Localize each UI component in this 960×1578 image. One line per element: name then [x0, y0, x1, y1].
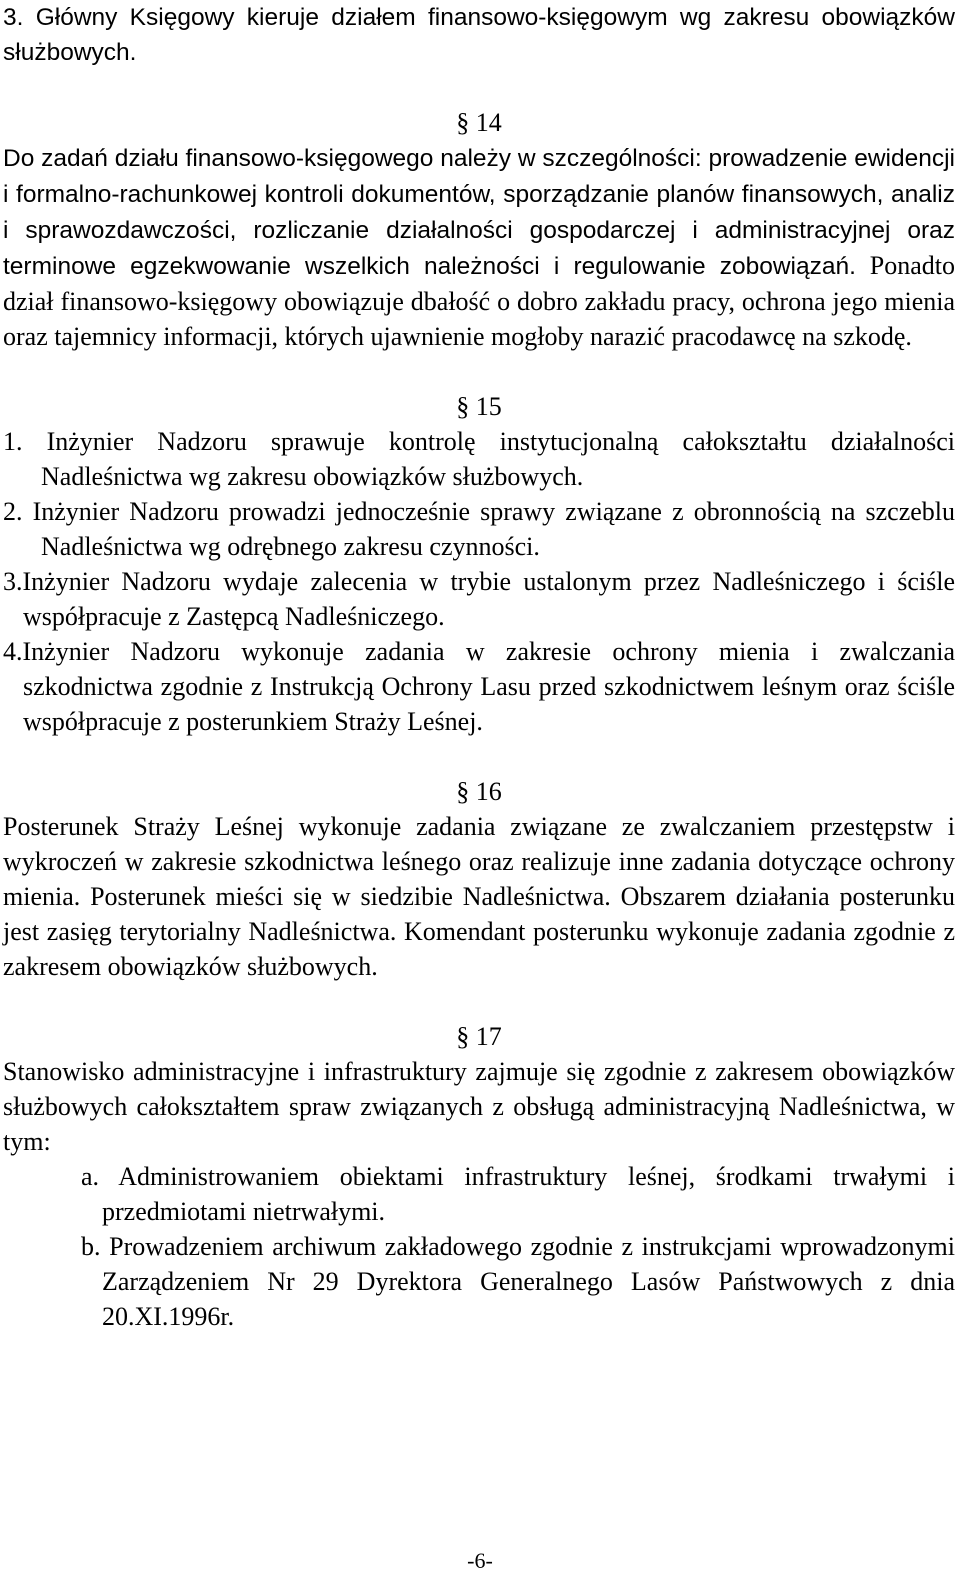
section-14-body: [3, 140, 955, 354]
section-17-item-b: b. Prowadzeniem archiwum zakładowego zgodnie z instrukcjami wprowadzonymi Zarządzeniem Nr 29 Dyrektora Generalnego Lasów Państwowych z dnia 20.XI.1996r.: [81, 1232, 955, 1331]
section-17-item-a: a. Administrowaniem obiektami infrastruktury leśnej, środkami trwałymi i przedmiotami nietrwałymi.: [81, 1162, 955, 1226]
section-15-item-2: 2. Inżynier Nadzoru prowadzi jednocześnie sprawy związane z obronnością na szczeblu Nadleśnictwa wg odrębnego zakresu czynności.: [3, 497, 955, 561]
section-15-heading: § 15: [456, 392, 502, 421]
section-17-body: Stanowisko administracyjne i infrastruktury zajmuje się zgodnie z zakresem obowiązków służbowych całokształtem spraw związanych z obsługą administracyjną Nadleśnictwa, w tym:: [3, 1057, 955, 1156]
section-15-item-4: 4.Inżynier Nadzoru wykonuje zadania w zakresie ochrony mienia i zwalczania szkodnictwa zgodnie z Instrukcją Ochrony Lasu przed szkodnictwem leśnym oraz ściśle współpracuje z posterunkiem Straży Leśnej.: [3, 637, 955, 736]
document-page: [3, 0, 955, 1334]
section-14-text-a: Do zadań działu finansowo-księgowego należy w szczególności: prowadzenie ewidencji i formalno-rachunkowej kontroli dokumentów, sporządzanie planów finansowych, analiz i sprawozdawczości, rozliczanie działalności gospodarczej i administracyjnej oraz terminowe egzekwowanie wszelkich należności i regulowanie zobowiązań.: [3, 145, 955, 280]
section-14-text-b: Ponadto dział finansowo-księgowy obowiązuje dbałość o dobro zakładu pracy, ochrona jego mienia oraz tajemnicy informacji, których ujawnienie mogłoby narazić pracodawcę na szkodę.: [3, 251, 955, 351]
page-number: -6-: [467, 1548, 493, 1573]
section-16-body: Posterunek Straży Leśnej wykonuje zadania związane ze zwalczaniem przestępstw i wykroczeń w zakresie szkodnictwa leśnego oraz realizuje inne zadania dotyczące ochrony mienia. Posterunek mieści się w siedzibie Nadleśnictwa. Obszarem działania posterunku jest zasięg terytorialny Nadleśnictwa. Komendant posterunku wykonuje zadania zgodnie z zakresem obowiązków służbowych.: [3, 812, 955, 981]
section-15-item-3: 3.Inżynier Nadzoru wydaje zalecenia w trybie ustalonym przez Nadleśniczego i ściśle współpracuje z Zastępcą Nadleśniczego.: [3, 567, 955, 631]
section-16-heading: § 16: [456, 777, 502, 806]
section-15-item-1: 1. Inżynier Nadzoru sprawuje kontrolę instytucjonalną całokształtu działalności Nadleśnictwa wg zakresu obowiązków służbowych.: [3, 427, 955, 491]
section-14-heading: § 14: [456, 108, 502, 137]
section-17-heading: § 17: [456, 1022, 502, 1051]
intro-paragraph: 3. Główny Księgowy kieruje działem finansowo-księgowym wg zakresu obowiązków służbowych.: [3, 4, 955, 66]
